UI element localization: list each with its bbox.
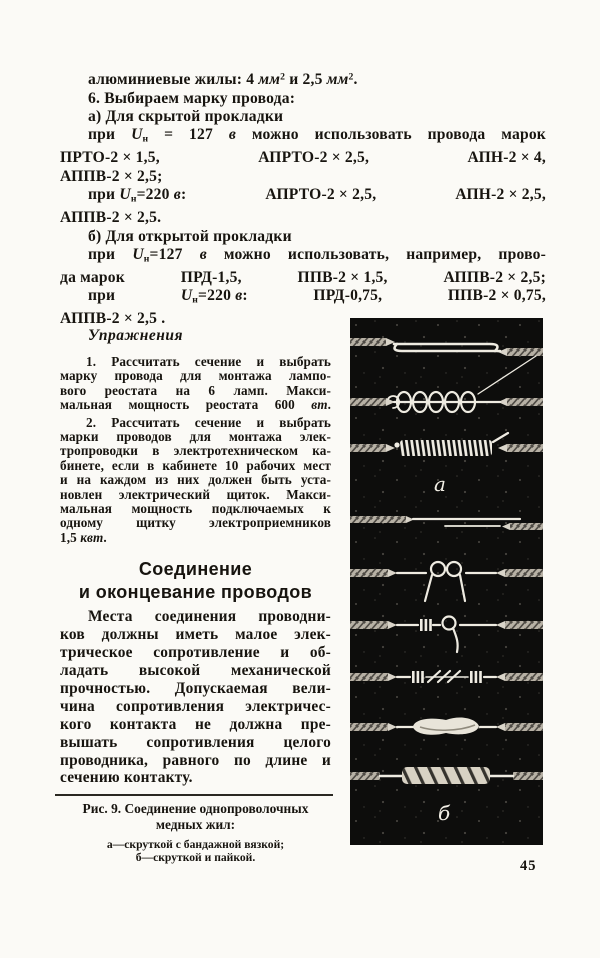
figure-subcaption-line2: б—скруткой и пайкой. xyxy=(135,851,256,865)
text-line xyxy=(60,644,331,662)
text-cell: АППВ-2 × 2,5 . xyxy=(60,310,166,328)
text-line xyxy=(60,228,546,246)
text-line xyxy=(60,287,546,310)
exercise-1 xyxy=(60,355,331,413)
text-line xyxy=(60,430,331,444)
section-paragraph xyxy=(60,608,331,787)
text-cell: АППВ-2 × 2,5; xyxy=(60,167,163,185)
text-line xyxy=(60,90,546,108)
text-line xyxy=(60,355,331,369)
styled-text: н xyxy=(130,193,137,205)
text-cell: АПН-2 × 2,5, xyxy=(455,186,546,204)
text-cell: 2. Рассчитать сечение и выбрать xyxy=(86,414,331,430)
styled-text: в xyxy=(235,287,243,305)
text-cell: вышать сопротивления целого xyxy=(60,733,331,751)
figure-subcaption-line1: а—скруткой с бандажной вязкой; xyxy=(106,838,285,852)
left-column xyxy=(60,327,331,864)
figure-caption-line1: Рис. 9. Соединение однопроволочных xyxy=(82,801,309,817)
figure-photo xyxy=(350,318,543,845)
text-line xyxy=(60,186,546,209)
styled-text: 2 xyxy=(280,72,286,83)
text-cell: да марок xyxy=(60,268,125,286)
text-cell: марки проводов для монтажа элек- xyxy=(60,429,331,445)
text-line xyxy=(60,488,331,502)
text-cell: бинете, если в кабинете 10 рабочих мест xyxy=(60,457,331,473)
figure-caption xyxy=(60,801,331,832)
styled-text: U xyxy=(131,126,143,144)
text-line xyxy=(60,516,331,530)
styled-text: U xyxy=(119,186,131,204)
figure-label-a: а xyxy=(434,472,446,496)
text-cell: мальная мощность реостата 600 вт. xyxy=(60,397,331,413)
text-line xyxy=(60,502,331,516)
text-cell: вого реостата на 6 ламп. Макси- xyxy=(60,382,331,398)
text-cell: б) Для открытой прокладки xyxy=(88,227,292,245)
text-cell: Места соединения проводни- xyxy=(88,608,331,626)
text-line xyxy=(60,608,331,626)
text-cell: 1,5 квт. xyxy=(60,529,107,545)
text-cell: АППВ-2 × 2,5. xyxy=(60,209,162,227)
text-line xyxy=(60,459,331,473)
text-line xyxy=(60,416,331,430)
text-line xyxy=(60,149,546,167)
styled-text: н xyxy=(143,253,150,265)
text-cell: АПРТО-2 × 2,5, xyxy=(258,149,370,167)
text-cell: при $U_н = 127$ в можно использовать провода марок xyxy=(88,126,546,146)
text-cell: АПН-2 × 4, xyxy=(467,149,546,167)
text-cell: ков должны иметь малое элек- xyxy=(60,626,331,644)
text-cell: проводника, равного по длине и xyxy=(60,751,331,769)
text-cell: 6. Выбираем марку провода: xyxy=(88,89,296,107)
text-line xyxy=(60,269,546,287)
styled-text: мм xyxy=(326,71,349,89)
section-heading-line2: и оконцевание проводов xyxy=(78,581,313,602)
section-heading-line1: Соединение xyxy=(138,559,253,580)
text-line xyxy=(60,531,331,545)
caption-divider xyxy=(55,794,333,796)
text-cell: одному щитку электроприемников xyxy=(60,515,331,531)
styled-text: 2 xyxy=(348,72,354,83)
text-cell: АПРТО-2 × 2,5, xyxy=(265,186,377,204)
styled-text: вт xyxy=(311,397,328,413)
text-line xyxy=(60,626,331,644)
text-cell: 1. Рассчитать сечение и выбрать xyxy=(86,354,331,369)
text-line xyxy=(60,473,331,487)
text-cell: сечению контакту. xyxy=(60,769,193,787)
text-line xyxy=(60,680,331,698)
text-cell: мальная мощность подключаемых к xyxy=(60,501,331,517)
text-cell: ПРД-0,75, xyxy=(313,287,383,305)
text-line xyxy=(60,209,546,227)
text-cell: АППВ-2 × 2,5; xyxy=(443,268,546,286)
text-line xyxy=(60,369,331,383)
text-cell: алюминиевые жилы: 4 $мм^2$ и 2,5 $мм^2$. xyxy=(88,71,358,89)
text-cell: тропроводки в электротехническом ка- xyxy=(60,443,331,459)
figure-subcaption xyxy=(60,838,331,864)
text-line xyxy=(60,734,331,752)
styled-text: н xyxy=(192,294,199,306)
exercises-heading: Упражнения xyxy=(88,327,183,344)
text-cell: прочностью. Допускаемая вели- xyxy=(60,679,331,697)
styled-text: в xyxy=(199,245,207,263)
intro-section xyxy=(60,69,546,329)
text-line xyxy=(60,246,546,269)
text-line xyxy=(60,108,546,126)
text-cell: ладать высокой механической xyxy=(60,662,331,679)
text-line xyxy=(60,698,331,716)
text-line xyxy=(60,769,331,787)
text-line xyxy=(60,752,331,770)
text-line xyxy=(60,398,331,412)
text-cell: чина сопротивления электричес- xyxy=(60,697,331,715)
text-cell: ПРД-1,5, xyxy=(180,268,242,286)
text-line xyxy=(60,384,331,398)
text-cell: при $U_н=220$ в: xyxy=(88,186,187,205)
text-cell: а) Для скрытой прокладки xyxy=(88,108,284,126)
text-cell: при $U_н=127$ в можно использовать, например, прово- xyxy=(88,245,546,265)
figure-caption-line2: медных жил: xyxy=(155,816,236,832)
text-line xyxy=(60,444,331,458)
styled-text: в xyxy=(173,186,181,204)
styled-text: U xyxy=(180,287,193,305)
text-cell: ППВ-2 × 0,75, xyxy=(447,287,546,305)
text-cell: марку провода для монтажа лампо- xyxy=(60,368,331,384)
text-cell: трическое сопротивление и об- xyxy=(60,644,331,662)
styled-text: в xyxy=(228,126,237,144)
text-cell: кого контакта не должна пре- xyxy=(60,715,331,733)
styled-text: квт xyxy=(80,529,104,545)
text-line xyxy=(60,716,331,734)
styled-text: н xyxy=(142,134,149,146)
text-line xyxy=(60,69,546,90)
text-cell: новлен электрический щиток. Макси- xyxy=(60,486,331,502)
text-line xyxy=(60,126,546,149)
text-line xyxy=(60,168,546,186)
text-cell: ПРТО-2 × 1,5, xyxy=(60,149,160,167)
styled-text: U xyxy=(132,245,144,263)
text-cell: и на каждом из них должен быть уста- xyxy=(60,472,331,488)
text-cell: при xyxy=(88,287,116,305)
text-line xyxy=(60,662,331,680)
text-cell: ППВ-2 × 1,5, xyxy=(297,268,388,286)
exercise-2 xyxy=(60,416,331,546)
styled-text: мм xyxy=(258,71,281,89)
text-cell: $U_н=220$ в: xyxy=(180,287,248,306)
section-heading xyxy=(60,558,331,603)
page-number: 45 xyxy=(520,858,537,874)
figure-label-b: б xyxy=(438,801,451,825)
